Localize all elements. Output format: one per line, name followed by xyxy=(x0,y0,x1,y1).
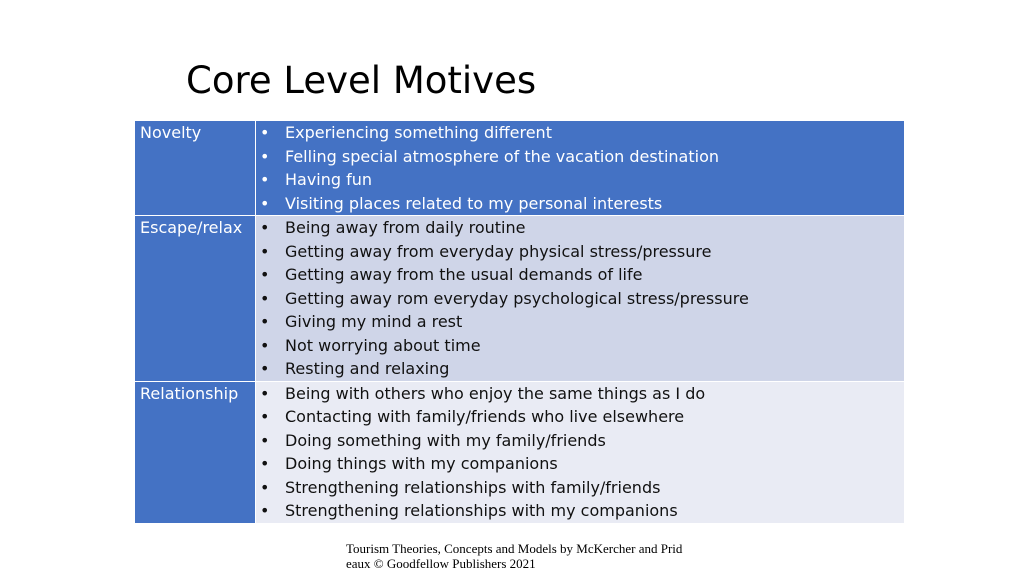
list-item: • Being away from daily routine xyxy=(256,216,904,240)
bullet-icon: • xyxy=(260,501,270,520)
bullet-icon: • xyxy=(260,383,270,403)
bullet-list xyxy=(256,216,904,381)
bullet-icon: • xyxy=(260,359,270,378)
motive-category-label: Escape/relax xyxy=(135,216,256,382)
list-item: • Having fun xyxy=(256,168,904,192)
bullet-list xyxy=(256,121,904,215)
table-row xyxy=(135,121,905,216)
list-item: • Being with others who enjoy the same things as I do xyxy=(256,382,904,406)
bullet-icon: • xyxy=(260,477,270,497)
motive-items-cell xyxy=(256,121,905,216)
motives-table xyxy=(134,120,905,524)
list-item: • Doing things with my companions xyxy=(256,452,904,476)
bullet-icon: • xyxy=(260,407,270,426)
motive-items-cell xyxy=(256,216,905,382)
bullet-icon: • xyxy=(260,241,270,261)
motive-items-cell xyxy=(256,381,905,523)
bullet-icon: • xyxy=(260,454,270,473)
list-item: • Visiting places related to my personal interests xyxy=(256,192,904,216)
bullet-icon: • xyxy=(260,146,270,166)
bullet-icon: • xyxy=(260,170,270,189)
footer-credit: Tourism Theories, Concepts and Models by McKercher and Prideaux © Goodfellow Publishers 2021 xyxy=(346,541,683,571)
bullet-icon: • xyxy=(260,430,270,450)
slide-title: Core Level Motives xyxy=(186,59,537,102)
bullet-icon: • xyxy=(260,312,270,331)
list-item: • Resting and relaxing xyxy=(256,357,904,381)
list-item: • Experiencing something different xyxy=(256,121,904,145)
motive-category-label: Relationship xyxy=(135,381,256,523)
table-row xyxy=(135,216,905,382)
bullet-icon: • xyxy=(260,335,270,355)
list-item: • Felling special atmosphere of the vacation destination xyxy=(256,145,904,169)
list-item: • Strengthening relationships with my companions xyxy=(256,499,904,523)
bullet-list xyxy=(256,382,904,523)
list-item: • Getting away rom everyday psychological stress/pressure xyxy=(256,287,904,311)
motive-category-label: Novelty xyxy=(135,121,256,216)
list-item: • Doing something with my family/friends xyxy=(256,429,904,453)
list-item: • Giving my mind a rest xyxy=(256,310,904,334)
list-item: • Getting away from the usual demands of life xyxy=(256,263,904,287)
list-item: • Strengthening relationships with family/friends xyxy=(256,476,904,500)
list-item: • Contacting with family/friends who live elsewhere xyxy=(256,405,904,429)
bullet-icon: • xyxy=(260,123,270,142)
list-item: • Not worrying about time xyxy=(256,334,904,358)
bullet-icon: • xyxy=(260,218,270,237)
bullet-icon: • xyxy=(260,193,270,213)
bullet-icon: • xyxy=(260,288,270,308)
list-item: • Getting away from everyday physical stress/pressure xyxy=(256,240,904,264)
bullet-icon: • xyxy=(260,265,270,284)
table-row xyxy=(135,381,905,523)
